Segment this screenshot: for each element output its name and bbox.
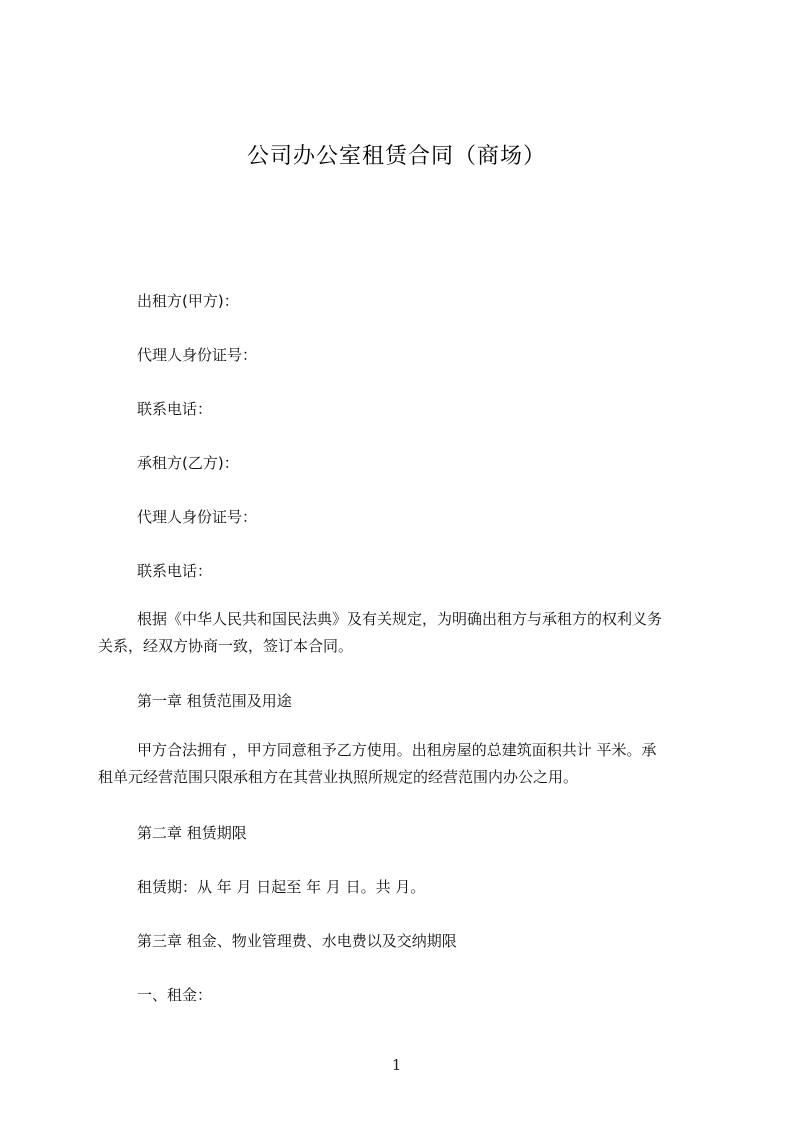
page-number: 1 <box>391 1056 402 1074</box>
lessor-phone-line: 联系电话： <box>137 400 213 418</box>
rent-subheading: 一、租金： <box>137 986 213 1004</box>
lessor-line: 出租方(甲方)： <box>137 292 239 310</box>
chapter-1-heading: 第一章 租赁范围及用途 <box>137 692 292 710</box>
chapter-1-paragraph <box>98 737 702 791</box>
chapter-1-line-2: 租单元经营范围只限承租方在其营业执照所规定的经营范围内办公之用。 <box>98 768 579 786</box>
lease-term-line: 租赁期：从 年 月 日起至 年 月 日。共 月。 <box>137 878 426 896</box>
intro-line-1: 根据《中华人民共和国民法典》及有关规定，为明确出租方与承租方的权利义务 <box>137 610 663 628</box>
chapter-3-heading: 第三章 租金、物业管理费、水电费以及交纳期限 <box>137 932 457 950</box>
intro-line-2: 关系，经双方协商一致，签订本合同。 <box>98 637 354 655</box>
lessee-phone-line: 联系电话： <box>137 562 213 580</box>
lessor-agent-id-line: 代理人身份证号： <box>137 346 258 364</box>
document-title: 公司办公室租赁合同（商场） <box>246 144 546 169</box>
lessee-line: 承租方(乙方)： <box>137 454 239 472</box>
lessee-agent-id-line: 代理人身份证号： <box>137 508 258 526</box>
intro-paragraph <box>98 606 702 660</box>
chapter-1-line-1: 甲方合法拥有 ，甲方同意租予乙方使用。出租房屋的总建筑面积共计 平米。承 <box>137 741 657 759</box>
chapter-2-heading: 第二章 租赁期限 <box>137 824 247 842</box>
